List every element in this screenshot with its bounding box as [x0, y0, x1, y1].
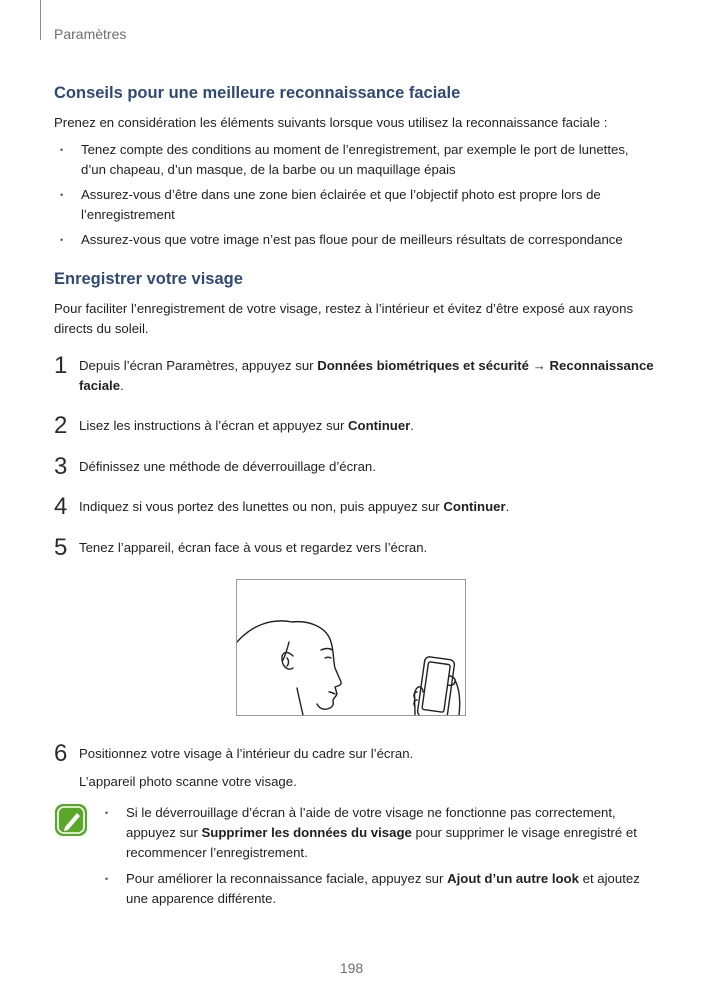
step-number: 5 [54, 534, 68, 561]
step-6 [54, 740, 654, 792]
step-number: 2 [54, 412, 68, 439]
note-item: • Pour améliorer la reconnaissance faciale, appuyez sur Ajout d’un autre look et ajoutez une apparence différente. [99, 869, 659, 909]
step-number: 3 [54, 453, 68, 480]
tips-heading: Conseils pour une meilleure reconnaissance faciale [54, 84, 461, 102]
step-3 [54, 453, 654, 480]
button-name: Ajout d’un autre look [447, 871, 579, 886]
menu-path: Données biométriques et sécurité → Reconnaissance faciale [79, 358, 654, 393]
margin-line [40, 0, 41, 40]
face-scan-illustration [236, 579, 466, 716]
register-section [54, 270, 654, 339]
list-item: • Tenez compte des conditions au moment de l’enregistrement, par exemple le port de lunettes, d’un chapeau, d’un masque, de la barbe ou un maquillage épais [54, 140, 654, 180]
step-text: Indiquez si vous portez des lunettes ou non, puis appuyez sur Continuer. [79, 499, 510, 514]
note-item: • Si le déverrouillage d’écran à l’aide de votre visage ne fonctionne pas correctement, appuyez sur Supprimer les données du visage pour supprimer le visage enregistré et recommencer l’enregistrement. [99, 803, 659, 863]
tips-intro: Prenez en considération les éléments suivants lorsque vous utilisez la reconnaissance faciale : [54, 115, 608, 130]
register-heading: Enregistrer votre visage [54, 270, 243, 288]
page-number: 198 [339, 960, 364, 976]
tips-section [54, 84, 654, 255]
step-5 [54, 534, 654, 561]
running-header: Paramètres [54, 26, 127, 42]
button-name: Continuer [443, 499, 506, 514]
step-text: Définissez une méthode de déverrouillage d’écran. [79, 459, 376, 474]
step-text: Positionnez votre visage à l’intérieur du cadre sur l’écran. [79, 746, 414, 761]
step-number: 4 [54, 493, 68, 520]
note-pencil-icon [54, 803, 88, 837]
step-2 [54, 412, 654, 439]
button-name: Supprimer les données du visage [201, 825, 412, 840]
step-text: Depuis l’écran Paramètres, appuyez sur Données biométriques et sécurité → Reconnaissance faciale. [79, 358, 654, 393]
step-1 [54, 352, 654, 396]
step-text: Lisez les instructions à l’écran et appuyez sur Continuer. [79, 418, 414, 433]
button-name: Continuer [348, 418, 411, 433]
list-item: • Assurez-vous que votre image n’est pas floue pour de meilleurs résultats de correspondance [54, 230, 654, 250]
step-4 [54, 493, 654, 520]
step-text: Tenez l’appareil, écran face à vous et regardez vers l’écran. [79, 540, 428, 555]
step-number: 1 [54, 352, 68, 379]
register-intro: Pour faciliter l’enregistrement de votre visage, restez à l’intérieur et évitez d’être exposé aux rayons directs du soleil. [54, 301, 634, 336]
step-subtext: L’appareil photo scanne votre visage. [79, 774, 297, 789]
person-holding-phone-icon [237, 580, 465, 715]
step-number: 6 [54, 740, 68, 767]
list-item: • Assurez-vous d’être dans une zone bien éclairée et que l’objectif photo est propre lors de l’enregistrement [54, 185, 654, 225]
tips-list [54, 140, 654, 250]
note-list [99, 803, 659, 914]
